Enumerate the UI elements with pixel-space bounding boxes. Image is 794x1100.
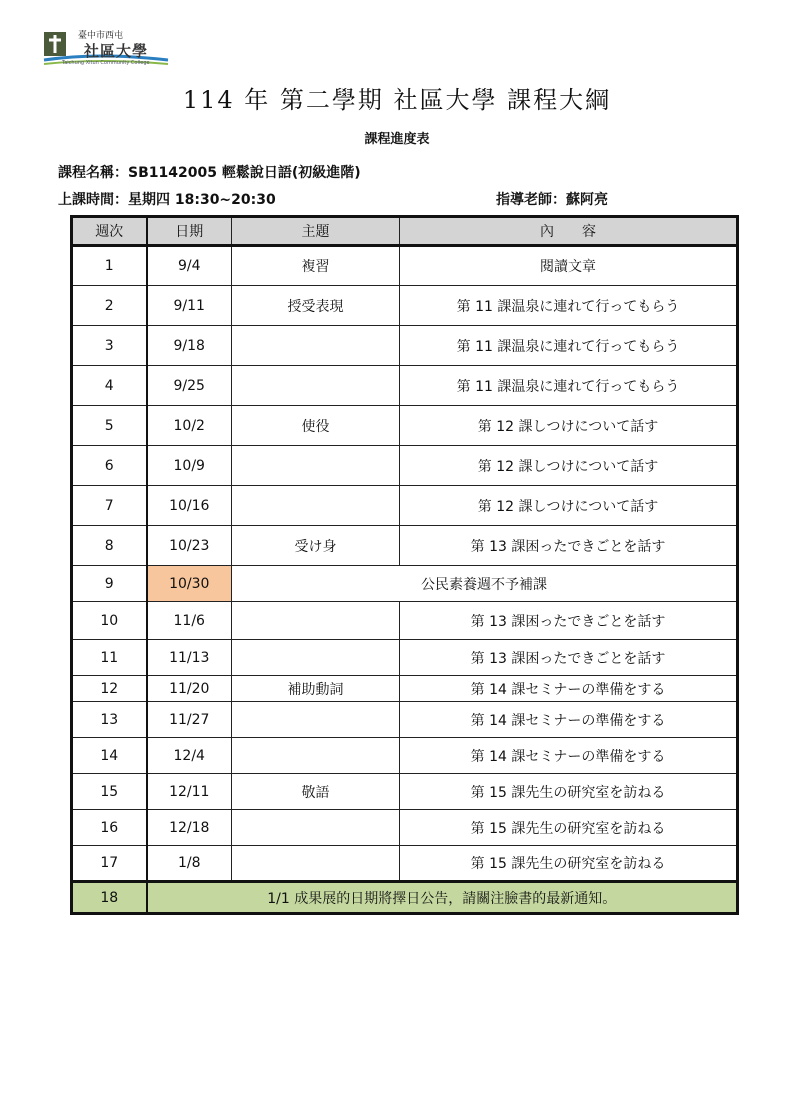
- cell-week: 11: [72, 640, 147, 676]
- cell-merged-note: 公民素養週不予補課: [232, 566, 738, 602]
- cell-date: 10/30: [147, 566, 232, 602]
- cell-topic: [232, 640, 400, 676]
- cell-content: 第 13 課困ったできごとを話す: [400, 602, 738, 640]
- table-row: [72, 702, 738, 738]
- cell-week: 16: [72, 810, 147, 846]
- page-title: 114 年 第二學期 社區大學 課程大綱: [182, 86, 612, 114]
- logo-top-text: 臺中市西屯: [78, 31, 124, 41]
- cell-topic: [232, 486, 400, 526]
- cell-week: 7: [72, 486, 147, 526]
- cell-week: 6: [72, 446, 147, 486]
- cell-topic: [232, 738, 400, 774]
- table-row: [72, 676, 738, 702]
- cell-content: 第 15 課先生の研究室を訪ねる: [400, 846, 738, 882]
- cell-topic: 使役: [232, 406, 400, 446]
- cell-date: 11/27: [147, 702, 232, 738]
- table-row: [72, 566, 738, 602]
- cell-week: 8: [72, 526, 147, 566]
- cell-date: 9/4: [147, 246, 232, 286]
- cell-date: 11/20: [147, 676, 232, 702]
- header-date: 日期: [147, 217, 232, 246]
- cell-week: 10: [72, 602, 147, 640]
- cell-date: 12/11: [147, 774, 232, 810]
- table-row: [72, 846, 738, 882]
- cell-week: 14: [72, 738, 147, 774]
- cell-date: 11/13: [147, 640, 232, 676]
- cell-date: 9/25: [147, 366, 232, 406]
- table-row: [72, 246, 738, 286]
- cell-topic: 敬語: [232, 774, 400, 810]
- cell-week: 1: [72, 246, 147, 286]
- cell-date: 9/11: [147, 286, 232, 326]
- table-row: [72, 366, 738, 406]
- cell-content: 第 14 課セミナーの準備をする: [400, 738, 738, 774]
- table-row: [72, 326, 738, 366]
- cell-week: 9: [72, 566, 147, 602]
- schedule-body: [72, 246, 738, 914]
- table-header-row: [72, 217, 738, 246]
- cell-week: 4: [72, 366, 147, 406]
- cell-week: 3: [72, 326, 147, 366]
- cell-week: 13: [72, 702, 147, 738]
- cell-week: 2: [72, 286, 147, 326]
- cell-date: 10/16: [147, 486, 232, 526]
- cell-topic: [232, 846, 400, 882]
- cell-content: 第 11 課温泉に連れて行ってもらう: [400, 326, 738, 366]
- cell-content: 第 12 課しつけについて話す: [400, 406, 738, 446]
- cell-date: 1/8: [147, 846, 232, 882]
- cell-content: 第 12 課しつけについて話す: [400, 446, 738, 486]
- schedule-table: [70, 215, 739, 915]
- table-row: [72, 602, 738, 640]
- cell-topic: [232, 446, 400, 486]
- cell-topic: 複習: [232, 246, 400, 286]
- cell-week: 15: [72, 774, 147, 810]
- cell-content: 第 11 課温泉に連れて行ってもらう: [400, 286, 738, 326]
- cell-content: 第 11 課温泉に連れて行ってもらう: [400, 366, 738, 406]
- cell-date: 12/18: [147, 810, 232, 846]
- table-row: [72, 446, 738, 486]
- cell-topic: 補助動詞: [232, 676, 400, 702]
- table-row: [72, 882, 738, 914]
- cell-topic: [232, 366, 400, 406]
- cell-content: 第 14 課セミナーの準備をする: [400, 676, 738, 702]
- cell-week: 5: [72, 406, 147, 446]
- cell-topic: [232, 810, 400, 846]
- table-row: [72, 526, 738, 566]
- cell-date: 10/2: [147, 406, 232, 446]
- cell-content: 閱讀文章: [400, 246, 738, 286]
- header-content: 內 容: [400, 217, 738, 246]
- cell-date: 10/23: [147, 526, 232, 566]
- table-row: [72, 286, 738, 326]
- course-time: 上課時間：星期四 18:30~20:30: [58, 192, 276, 208]
- cell-date: 9/18: [147, 326, 232, 366]
- table-row: [72, 486, 738, 526]
- cell-week: 18: [72, 882, 147, 914]
- cell-date: 10/9: [147, 446, 232, 486]
- cell-topic: [232, 326, 400, 366]
- course-teacher: 指導老師：蘇阿亮: [496, 192, 608, 208]
- cell-content: 第 15 課先生の研究室を訪ねる: [400, 774, 738, 810]
- cell-topic: 受け身: [232, 526, 400, 566]
- cell-week: 17: [72, 846, 147, 882]
- cell-final-note: 1/1 成果展的日期將擇日公告，請關注臉書的最新通知。: [147, 882, 738, 914]
- page-subtitle: 課程進度表: [364, 132, 430, 147]
- table-row: [72, 640, 738, 676]
- table-row: [72, 810, 738, 846]
- cell-content: 第 12 課しつけについて話す: [400, 486, 738, 526]
- table-row: [72, 738, 738, 774]
- cell-content: 第 14 課セミナーの準備をする: [400, 702, 738, 738]
- cell-topic: 授受表現: [232, 286, 400, 326]
- logo-text: 社區大學: [84, 42, 149, 60]
- cell-date: 11/6: [147, 602, 232, 640]
- cell-date: 12/4: [147, 738, 232, 774]
- header-week: 週次: [72, 217, 147, 246]
- table-row: [72, 406, 738, 446]
- table-row: [72, 774, 738, 810]
- cell-content: 第 13 課困ったできごとを話す: [400, 526, 738, 566]
- cell-topic: [232, 602, 400, 640]
- cell-content: 第 15 課先生の研究室を訪ねる: [400, 810, 738, 846]
- cell-content: 第 13 課困ったできごとを話す: [400, 640, 738, 676]
- header-topic: 主題: [232, 217, 400, 246]
- cell-week: 12: [72, 676, 147, 702]
- cell-topic: [232, 702, 400, 738]
- logo-english-text: Taichung Xitun Community College: [62, 60, 150, 66]
- course-name: 課程名稱：SB1142005 輕鬆說日語(初級進階): [58, 165, 361, 181]
